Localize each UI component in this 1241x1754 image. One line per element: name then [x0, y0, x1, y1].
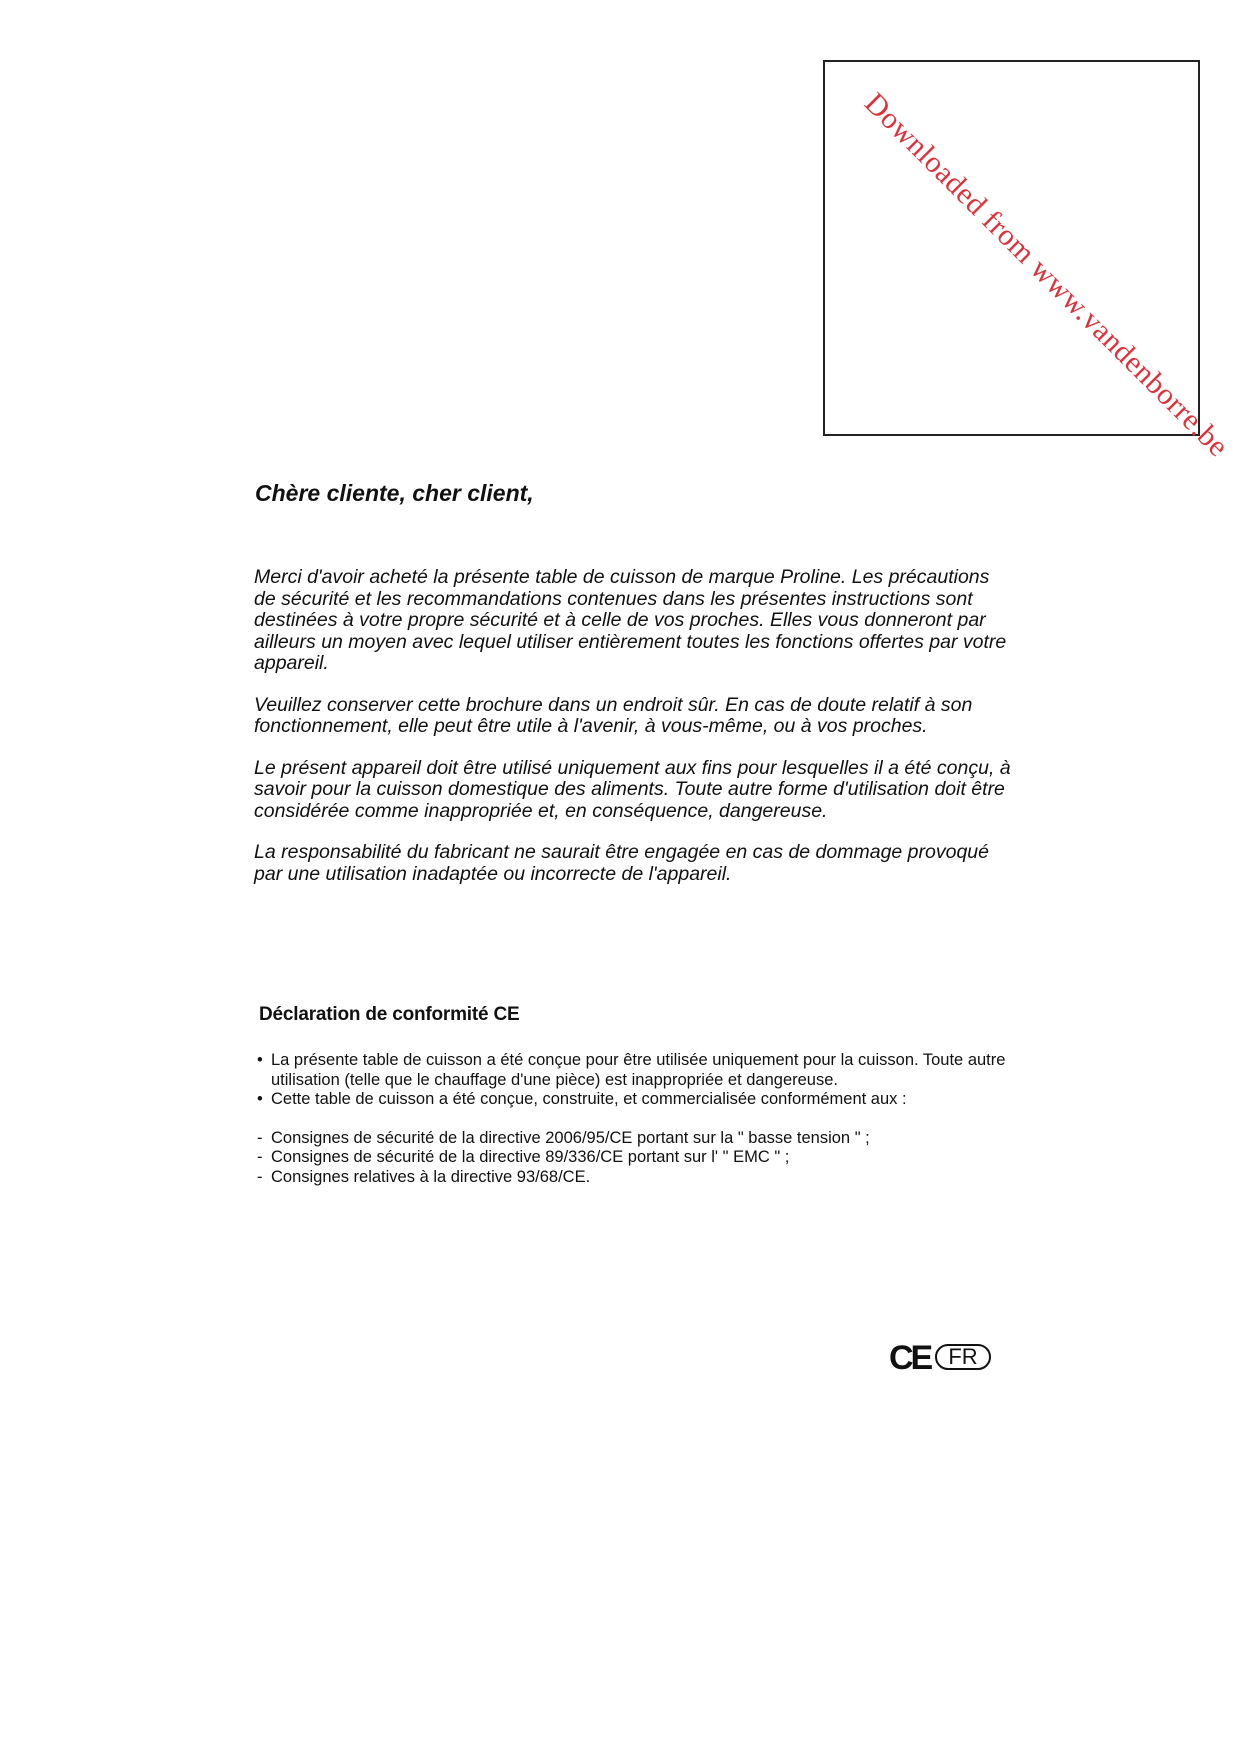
intro-paragraph: Veuillez conserver cette brochure dans un endroit sûr. En cas de doute relatif à son fonctionnement, elle peut être utile à l'avenir, à vous-même, ou à vos proches. — [254, 693, 973, 737]
directive-item: - Consignes relatives à la directive 93/68/CE. — [257, 1168, 1017, 1188]
watermark-text: Downloaded from www.vandenborre.be — [858, 86, 1236, 464]
country-mark-icon: FR — [935, 1344, 991, 1370]
declaration-body — [257, 1051, 1017, 1187]
intro-paragraph: La responsabilité du fabricant ne saurait être engagée en cas de dommage provoqué par une utilisation inadaptée ou incorrecte de l'appareil. — [254, 841, 989, 885]
intro-text — [254, 567, 1014, 905]
declaration-bullet: • La présente table de cuisson a été conçue pour être utilisée uniquement pour la cuisson. Toute autre utilisation (telle que le chauffage d'une pièce) est inappropriée et dangereuse. — [257, 1051, 1017, 1090]
directive-list — [257, 1129, 1017, 1188]
intro-paragraph: Le présent appareil doit être utilisé uniquement aux fins pour lesquelles il a été conçu, à savoir pour la cuisson domestique des aliments. Toute autre forme d'utilisation doit être considérée comme inappropriée et, en conséquence, dangereuse. — [254, 756, 1011, 822]
directive-item: - Consignes de sécurité de la directive 2006/95/CE portant sur la " basse tension " ; — [257, 1129, 1017, 1149]
ce-mark-icon: CE — [889, 1339, 931, 1377]
declaration-title: Déclaration de conformité CE — [259, 1004, 520, 1025]
greeting-heading: Chère cliente, cher client, — [255, 480, 534, 506]
intro-paragraph: Merci d'avoir acheté la présente table de cuisson de marque Proline. Les précautions de sécurité et les recommandations contenues dans les présentes instructions sont destinées à votre propre sécurité et à celle de vos proches. Elles vous donneront par ailleurs un moyen avec lequel utiliser entièrement toutes les fonctions offertes par votre appareil. — [254, 566, 1007, 674]
declaration-bullets — [257, 1051, 1017, 1110]
conformity-marks — [889, 1340, 995, 1376]
declaration-bullet: • Cette table de cuisson a été conçue, construite, et commercialisée conformément aux : — [257, 1090, 1017, 1110]
directive-item: - Consignes de sécurité de la directive 89/336/CE portant sur l' " EMC " ; — [257, 1148, 1017, 1168]
